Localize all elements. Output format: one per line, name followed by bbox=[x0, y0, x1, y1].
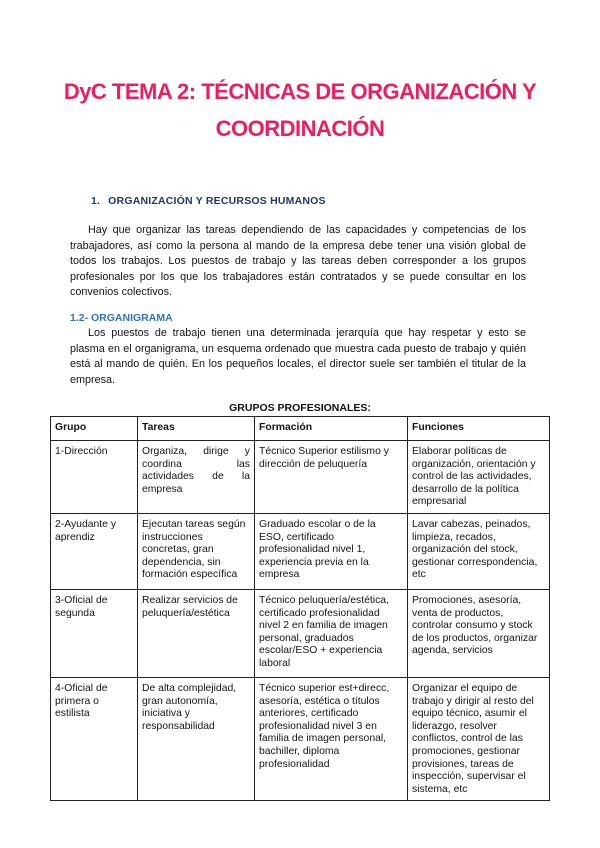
table-row bbox=[51, 513, 550, 589]
cell-formacion: Técnico peluquería/estética, certificado profesionalidad nivel 2 en familia de imagen personal, graduados escolar/ESO + experiencia laboral bbox=[255, 589, 408, 677]
paragraph-organigrama: Los puestos de trabajo tienen una determinada jerarquía que hay respetar y esto se plasma en el organigrama, un esquema ordenado que muestra cada puesto de trabajo y quién está al mando de quién. En los pequeños locales, el director suele ser también el titular de la empresa. bbox=[70, 327, 526, 386]
cell-tareas: Ejecutan tareas según instrucciones concretas, gran dependencia, sin formación específica bbox=[138, 513, 255, 589]
cell-formacion: Graduado escolar o de la ESO, certificado profesionalidad nivel 1, experiencia previa en la empresa bbox=[255, 513, 408, 589]
grupos-profesionales-table bbox=[50, 416, 550, 801]
cell-tareas: Organiza, dirige y coordina las actividades de la empresa bbox=[138, 441, 255, 514]
document-title: DyC TEMA 2: TÉCNICAS DE ORGANIZACIÓN Y COORDINACIÓN bbox=[63, 79, 537, 141]
table-row bbox=[51, 441, 550, 514]
cell-funciones: Lavar cabezas, peinados, limpieza, recados, organización del stock, gestionar correspondencia, etc bbox=[408, 513, 550, 589]
table-header-row bbox=[51, 417, 550, 441]
cell-tareas: Realizar servicios de peluquería/estética bbox=[138, 589, 255, 677]
section-number: 1. bbox=[91, 195, 101, 207]
cell-grupo: 3-Oficial de segunda bbox=[51, 589, 138, 677]
cell-grupo: 4-Oficial de primera o estilista bbox=[51, 677, 138, 800]
cell-formacion: Técnico Superior estilismo y dirección de peluquería bbox=[255, 441, 408, 514]
paragraph-organizacion: Hay que organizar las tareas dependiendo de las capacidades y competencias de los trabajadores, así como la persona al mando de la empresa debe tener una visión global de todos los trabajos. Los puestos de trabajo y las tareas deben corresponder a los grupos profesionales por los que los trabajadores están contratados y se puede consultar en los convenios colectivos. bbox=[70, 224, 526, 298]
cell-formacion: Técnico superior est+direcc, asesoría, estética o títulos anteriores, certificado profesionalidad nivel 3 en familia de imagen personal, bachiller, diploma profesionalidad bbox=[255, 677, 408, 800]
cell-funciones: Promociones, asesoría, venta de productos, controlar consumo y stock de los productos, organizar agenda, servicios bbox=[408, 589, 550, 677]
cell-funciones: Elaborar políticas de organización, orientación y control de las actividades, desarrollo de la política empresarial bbox=[408, 441, 550, 514]
cell-grupo: 1-Dirección bbox=[51, 441, 138, 514]
table-row bbox=[51, 677, 550, 800]
header-funciones: Funciones bbox=[408, 417, 550, 441]
cell-grupo: 2-Ayudante y aprendiz bbox=[51, 513, 138, 589]
section-heading-organizacion bbox=[91, 195, 326, 207]
table-row bbox=[51, 589, 550, 677]
subsection-heading-organigrama: 1.2- ORGANIGRAMA bbox=[70, 312, 173, 324]
cell-funciones: Organizar el equipo de trabajo y dirigir al resto del equipo técnico, asumir el liderazgo, resolver conflictos, control de las promociones, gestionar provisiones, tareas de inspección, supervisar el sistema, etc bbox=[408, 677, 550, 800]
section-heading-text: ORGANIZACIÓN Y RECURSOS HUMANOS bbox=[108, 195, 326, 207]
cell-tareas: De alta complejidad, gran autonomía, iniciativa y responsabilidad bbox=[138, 677, 255, 800]
header-tareas: Tareas bbox=[138, 417, 255, 441]
header-formacion: Formación bbox=[255, 417, 408, 441]
header-grupo: Grupo bbox=[51, 417, 138, 441]
table-caption: GRUPOS PROFESIONALES: bbox=[229, 402, 371, 414]
